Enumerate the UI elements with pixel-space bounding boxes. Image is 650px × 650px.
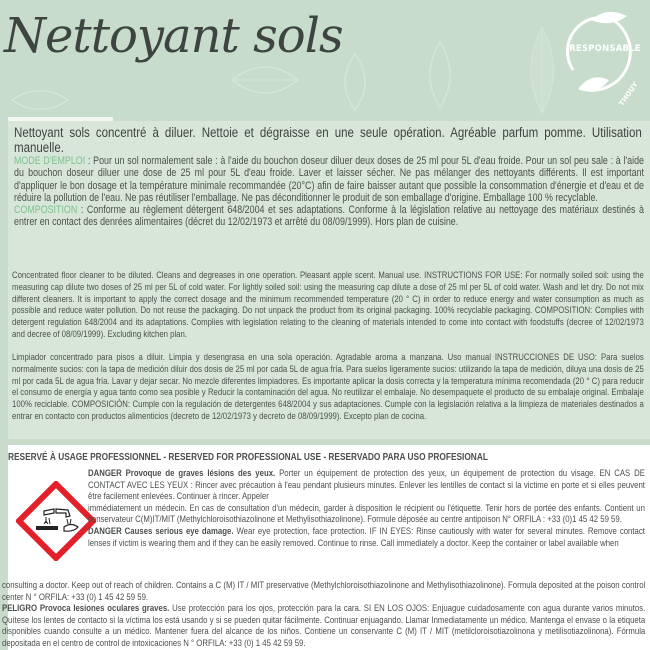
reserved-professional-use: RESERVÉ À USAGE PROFESSIONNEL - RESERVED FOR PROFESSIONAL USE - RESERVADO PARA USO PROFESIONAL bbox=[8, 452, 488, 463]
responsable-badge bbox=[565, 8, 645, 108]
header-banner bbox=[0, 0, 650, 118]
fr-hazard-text: Porter un équipement de protection des yeux, un équipement de protection du visage. EN CAS DE CONTACT AVEC LES YEUX : Rincer avec précaution à l'eau pendant plusieurs minutes. Enlever les lentilles de contact si la victime en porte et si elles peuvent être facilement enlevées. Continuer à rincer. Appeler bbox=[88, 467, 645, 502]
composition-text: : Conforme au règlement détergent 648/2004 et ses adaptations. Conforme à la législation relative au nettoyage des matériaux destinés à entrer en contact des denrées alimentaires (décret du 12/02/1973 et arrêté du 08/09/1999). Hors plan de cuisine. bbox=[14, 204, 644, 229]
es-hazard-text: Use protección para los ojos, protección para la cara. SI EN LOS OJOS: Enjuague cuidadosamente con agua durante varios minutos. Quítese los lentes de contacto si la víctima los está usando y si se pueden quitar fácilmente. Continuar enjuagando. Llamar Inmediatamente un médico. Mantenga el envase o la etiqueta disponibles cuando consulte a un médico. Mantener fuera del alcance de los niños. Contiene un conservante C (M) IT / MIT (metilcloroisotiazolinona y metilisotiazolinona). Fórmula depositada en el centro de control de intoxicaciones N ° ORFILA: +33 (0) 1 45 42 59 59. bbox=[2, 602, 646, 648]
safety-panel bbox=[2, 445, 650, 650]
leaf-decoration-icon bbox=[520, 25, 565, 115]
composition-label: COMPOSITION bbox=[14, 204, 78, 217]
badge-label: RESPONSABLE bbox=[569, 44, 641, 54]
hazard-statements-wide bbox=[2, 579, 645, 649]
badge-sublabel: THOUY bbox=[617, 80, 640, 108]
description-panel bbox=[8, 121, 650, 439]
mode-text: : Pour un sol normalement sale : à l'aide du bouchon doseur diluer deux doses de 25 ml pour 5L d'eau froide. Pour un sol peu sale : à l'aide du bouchon doseur diluer une dose de 25 ml pour 5L d'eau froide. Laver et laisser sécher. Ne pas mélanger des nettoyants différents. Il est important d'appliquer le bon dosage et la température minimale recommandée (20°C) afin de faire baisser autant que possible la consommation d'énergie et d'eau et de réduire la pollution de l'eau. Ne pas réutiliser l'emballage. Ne pas déconditionner le produit de son emballage d'origine. Emballage 100 % recyclable. bbox=[14, 155, 644, 204]
en-hazard-text-2: consulting a doctor. Keep out of reach of children. Contains a C (M) IT / MIT preservative (Methylchloroisothiazolinone and Methylisothiazolinone). Formula deposited at the poison control center N ° ORFILA: +33 (0) 1 45 42 59 59. bbox=[2, 579, 646, 602]
mode-label: MODE D'EMPLOI bbox=[14, 155, 86, 167]
leaf-decoration-icon bbox=[420, 40, 460, 110]
leaf-decoration-icon bbox=[230, 60, 300, 100]
fr-signal-word: DANGER Provoque de graves lésions des yeux. bbox=[88, 467, 276, 478]
corrosion-hazard-icon bbox=[16, 481, 96, 561]
es-signal-word: PELIGRO Provoca lesiones oculares graves. bbox=[2, 602, 170, 614]
english-text: Concentrated floor cleaner to be diluted. Cleans and degreases in one operation. Pleasant apple scent. Manual use. INSTRUCTIONS FOR USE: For normally soiled soil: using the measuring cap dilute two doses of 25 ml per 5L of cold water. For lightly soiled soil: using the measuring cap dilute a dose of 25 ml per 5L of cold water. Wash and let dry. Do not mix different cleaners. It is important to apply the correct dosage and the minimum recommended temperature (20 ° C) in order to reduce energy and water consumption as much as possible and reduce water pollution. Do not reuse the packaging. Do not unpack the product from its original packaging. 100% recyclable packaging. COMPOSITION: Complies with detergent regulation 648/2004 and its adaptations. Complies with legislation relating to the cleaning of materials intended to come into contact with foodstuffs (decree of 12/02/1973 and decree of 08/09/1999). Excluding kitchen plan. bbox=[12, 270, 644, 340]
leaf-decoration-icon bbox=[10, 85, 70, 115]
hazard-statements bbox=[88, 467, 645, 548]
french-instructions bbox=[14, 155, 644, 229]
en-signal-word: DANGER Causes serious eye damage. bbox=[88, 524, 234, 536]
en-hazard-text: Wear eye protection, face protection. IF IN EYES: Rinse cautiously with water for several minutes. Remove contact lenses if victim is wearing them and if they can be easily removed. Continue to rinse. Call immediately a doctor. Keep the container or label available when bbox=[88, 524, 645, 548]
french-intro: Nettoyant sols concentré à diluer. Nettoie et dégraisse en une seule opération. Agréable parfum pomme. Utilisation manuelle. bbox=[14, 125, 642, 155]
page-title: Nettoyant sols bbox=[4, 8, 343, 64]
spanish-text: Limpiador concentrado para pisos a diluir. Limpia y desengrasa en una sola operación. Agradable aroma a manzana. Uso manual INSTRUCCIONES DE USO: Para suelos normalmente sucios: con la tapa de medición diluir dos dosis de 25 ml por cada 5L de agua fría. Para suelos ligeramente sucios: utilizando la tapa de medición, diluya una dosis de 25 ml por cada 5L de agua fría. Lavar y dejar secar. No mezcle diferentes limpiadores. Es importante aplicar la dosis correcta y la temperatura mínima recomendada (20 ° C) para reducir el consumo de energía y agua tanto como sea posible y Reducir la contaminación del agua. No reutilizar el embalaje. No desempaquete el producto de su embalaje original. Embalaje 100% reciclable. COMPOSICIÓN: Cumple con la regulación de detergentes 648/2004 y sus adaptaciones. Cumple con la legislación relativa a la limpieza de materiales destinados a entrar en contacto con productos alimenticios (decreto de 12/02/1973 y decreto de 08/09/1999). Excepto plan de cocina. bbox=[12, 352, 644, 422]
fr-hazard-text-2: immédiatement un médecin. En cas de consultation d'un médecin, garder à disposition le récipient ou l'étiquette. Tenir hors de portée des enfants. Contient un conservateur C(M)IT/MIT (Methylchloroisothiazolinone et Methylisothiazolinone). Formule déposée au centre antipoison N° ORFILA : +33 (0)1 45 42 59 59. bbox=[88, 501, 645, 525]
